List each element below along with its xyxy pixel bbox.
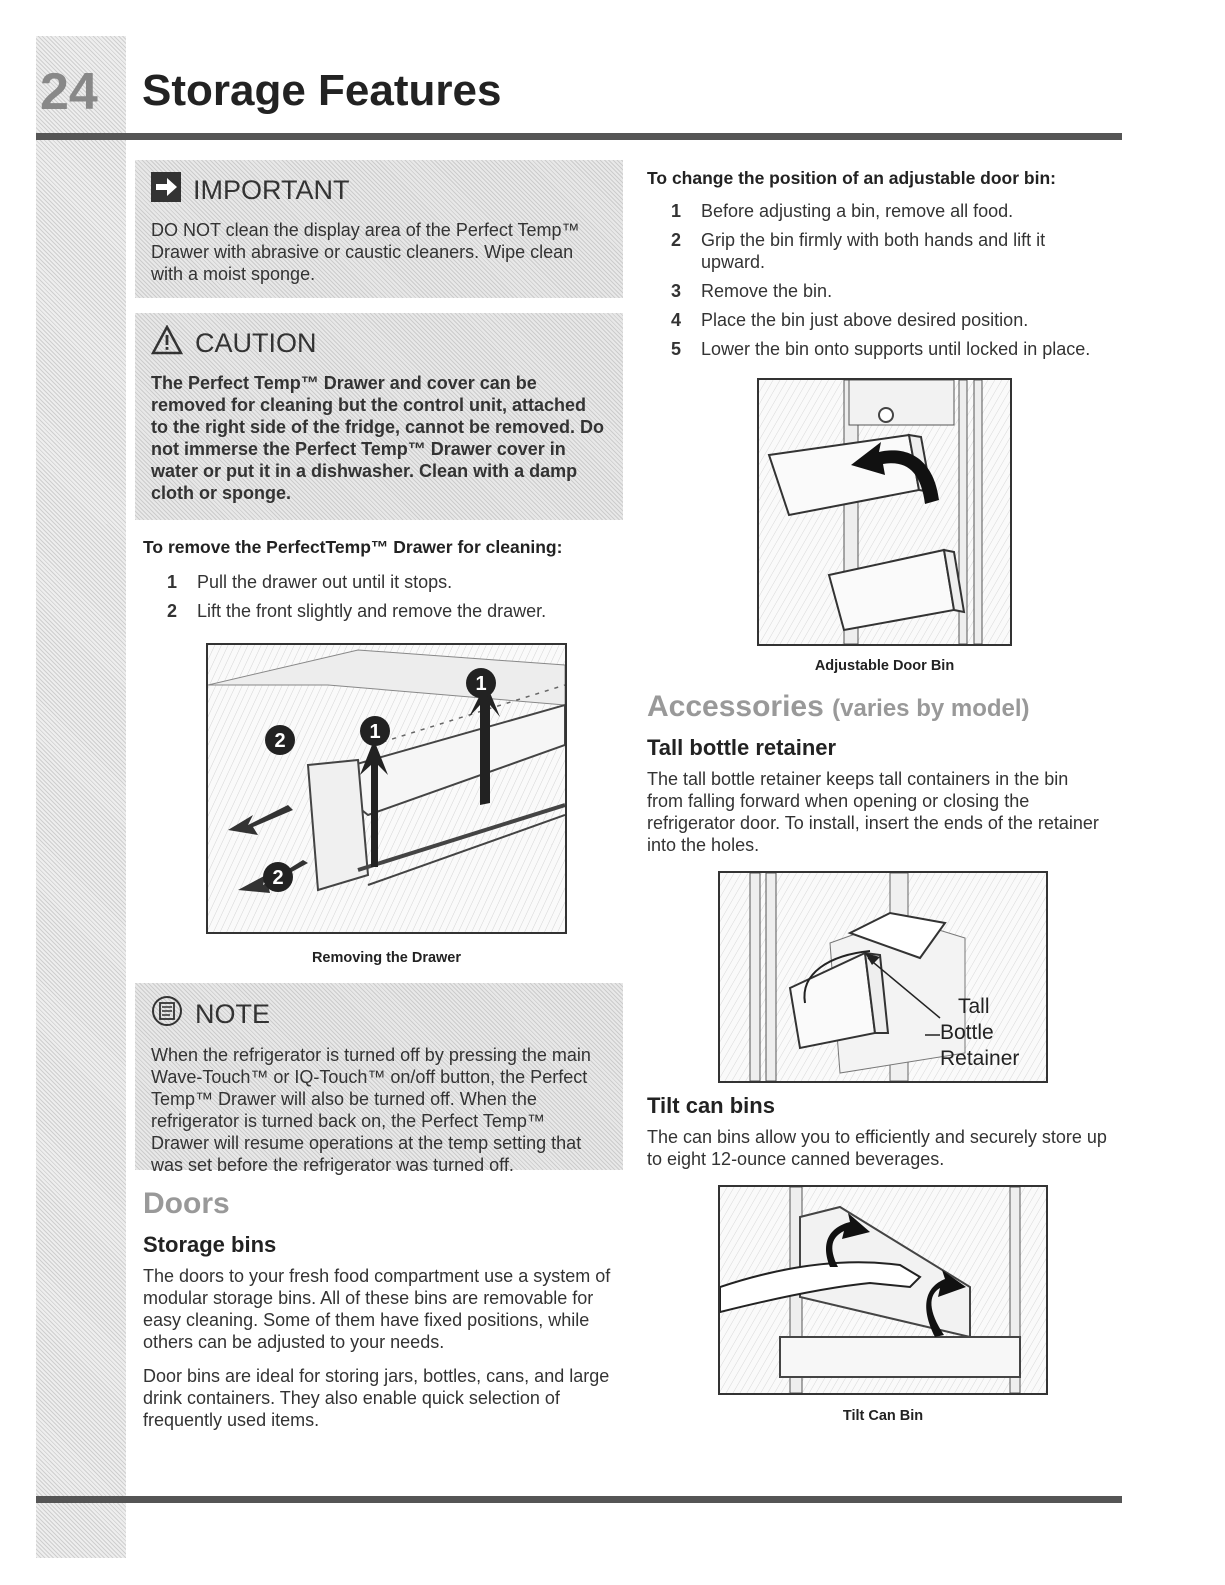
accessories-subtitle: (varies by model) bbox=[832, 695, 1030, 722]
svg-text:1: 1 bbox=[369, 721, 381, 743]
tilt-can-text: The can bins allow you to efficiently and securely store up to eight 12-ounce canned beverages. bbox=[647, 1127, 1107, 1169]
doors-para-1: The doors to your fresh food compartment use a system of modular storage bins. All of these bins are removable for easy cleaning. Some of them have fixed positions, while others can be adjusted to your needs. bbox=[143, 1266, 611, 1352]
svg-text:2: 2 bbox=[272, 867, 284, 889]
svg-text:2: 2 bbox=[274, 730, 286, 752]
doors-para-2: Door bins are ideal for storing jars, bottles, cans, and large drink containers. They also enable quick selection of frequently used items. bbox=[143, 1366, 610, 1430]
remove-drawer-steps bbox=[167, 571, 607, 629]
caution-heading: CAUTION bbox=[195, 328, 317, 358]
page-number: 24 bbox=[40, 63, 98, 121]
arrow-icon bbox=[151, 172, 181, 209]
adjustable-door-bin-figure bbox=[757, 378, 1012, 646]
top-rule bbox=[36, 133, 1122, 140]
list-item: 1 Pull the drawer out until it stops. bbox=[167, 572, 453, 592]
caution-text: The Perfect Temp™ Drawer and cover can be removed for cleaning but the control unit, attached to the right side of the fridge, cannot be removed. Do not immerse the Perfect Temp™ Drawer cover in water or put it in a dishwasher. Clean with a damp cloth or sponge. bbox=[151, 373, 605, 503]
note-box bbox=[135, 983, 623, 1175]
adjust-bin-steps bbox=[671, 200, 1121, 367]
accessories-title: Accessories bbox=[647, 690, 824, 723]
list-item: 2 Grip the bin firmly with both hands and lift it upward. bbox=[671, 230, 1046, 272]
page-title: Storage Features bbox=[142, 66, 502, 115]
list-item: 3 Remove the bin. bbox=[671, 281, 833, 301]
list-item: 2 Lift the front slightly and remove the drawer. bbox=[167, 601, 547, 621]
doors-paragraphs bbox=[143, 1265, 623, 1431]
tall-bottle-text: The tall bottle retainer keeps tall containers in the bin from falling forward when opening or closing the refrigerator door. To install, insert the ends of the retainer into the holes. bbox=[647, 769, 1099, 855]
important-text: DO NOT clean the display area of the Perfect Temp™ Drawer with abrasive or caustic cleaners. Wipe clean with a moist sponge. bbox=[151, 220, 580, 284]
tilt-can-bin-figure bbox=[718, 1185, 1048, 1395]
caution-box bbox=[135, 313, 623, 520]
important-heading: IMPORTANT bbox=[193, 175, 350, 205]
doors-heading: Doors bbox=[143, 1187, 230, 1220]
callout-1-top bbox=[466, 668, 496, 698]
callout-2-upper bbox=[265, 725, 295, 755]
remove-drawer-heading: To remove the PerfectTemp™ Drawer for cleaning: bbox=[143, 537, 563, 557]
removing-drawer-figure bbox=[206, 643, 567, 934]
callout-1-middle bbox=[360, 716, 390, 746]
note-heading: NOTE bbox=[195, 999, 271, 1029]
storage-bins-heading: Storage bins bbox=[143, 1232, 277, 1257]
tall-bottle-retainer-figure bbox=[718, 871, 1048, 1083]
side-strip bbox=[36, 36, 126, 1558]
callout-2-lower bbox=[263, 862, 293, 892]
tall-bottle-heading: Tall bottle retainer bbox=[647, 735, 837, 760]
important-box bbox=[135, 160, 623, 298]
warning-icon bbox=[151, 325, 183, 362]
svg-text:1: 1 bbox=[475, 673, 487, 695]
note-icon bbox=[151, 995, 183, 1034]
retainer-label-line-3: Retainer bbox=[940, 1047, 1020, 1070]
bottom-rule bbox=[36, 1496, 1122, 1503]
note-text: When the refrigerator is turned off by pressing the main Wave-Touch™ or IQ-Touch™ on/off button, the Perfect Temp™ Drawer will also be turned off. When the refrigerator is turned back on, the Perfect Temp™ Drawer will resume operations at the temp setting that was set before the refrigerator was turned off. bbox=[151, 1045, 591, 1175]
adjustable-door-bin-caption: Adjustable Door Bin bbox=[814, 658, 955, 674]
tilt-can-heading: Tilt can bins bbox=[647, 1093, 775, 1118]
accessories-heading bbox=[647, 690, 1030, 724]
tilt-can-bin-caption: Tilt Can Bin bbox=[842, 1408, 924, 1424]
retainer-label-line-2: Bottle bbox=[940, 1021, 994, 1044]
adjust-bin-heading: To change the position of an adjustable door bin: bbox=[647, 168, 1056, 188]
list-item: 1 Before adjusting a bin, remove all food. bbox=[671, 201, 1014, 221]
list-item: 5 Lower the bin onto supports until locked in place. bbox=[671, 339, 1091, 359]
list-item: 4 Place the bin just above desired position. bbox=[671, 310, 1029, 330]
retainer-label-line-1: Tall bbox=[958, 995, 990, 1018]
removing-drawer-caption: Removing the Drawer bbox=[311, 950, 462, 966]
